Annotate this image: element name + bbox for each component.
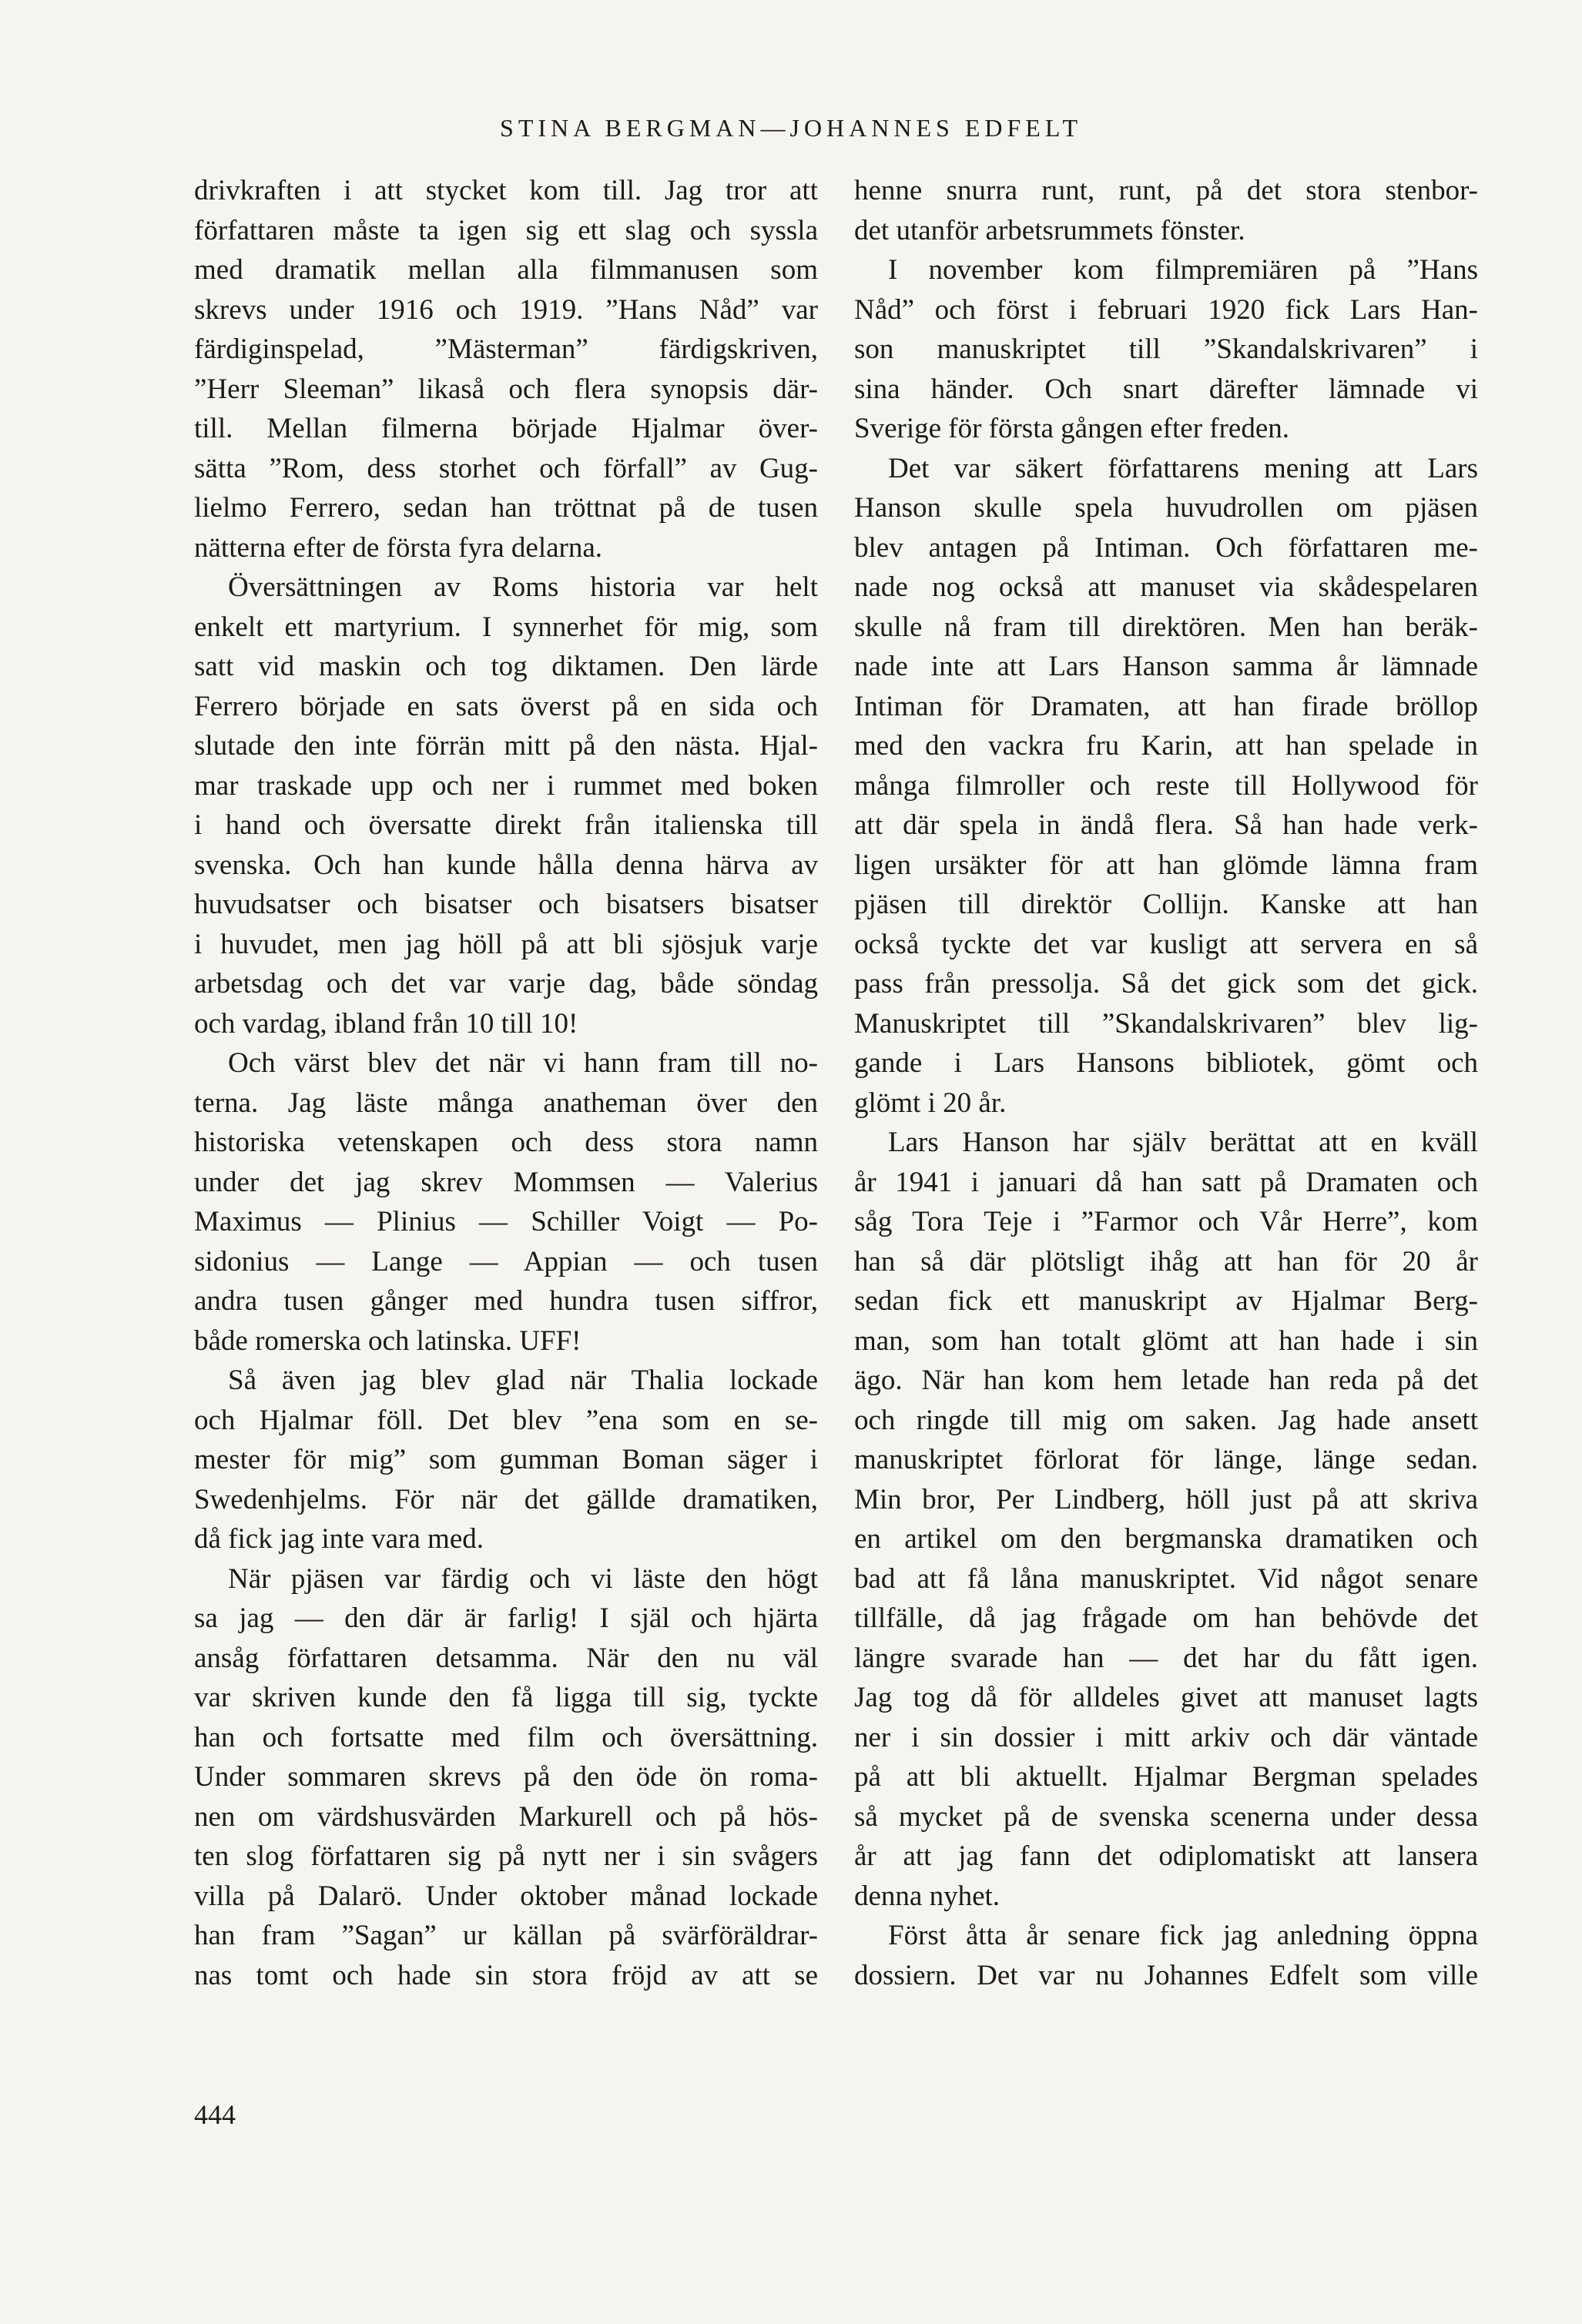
- text-line: nas tomt och hade sin stora fröjd av att se: [194, 1959, 818, 1991]
- text-line: nen om värdshusvärden Markurell och på hös-: [194, 1800, 818, 1833]
- text-line: bad att få låna manuskriptet. Vid något senare: [854, 1562, 1478, 1595]
- text-line: och Hjalmar föll. Det blev ”ena som en se-: [194, 1404, 818, 1436]
- text-line: nätterna efter de första fyra delarna.: [194, 531, 603, 564]
- text-line: han och fortsatte med film och översättning.: [194, 1721, 818, 1753]
- text-line: Hanson skulle spela huvudrollen om pjäsen: [854, 492, 1478, 524]
- text-line: sa jag — den där är farlig! I själ och hjärta: [194, 1602, 818, 1634]
- text-line: terna. Jag läste många anatheman över den: [194, 1087, 818, 1119]
- text-line: längre svarade han — det har du fått igen.: [854, 1642, 1478, 1674]
- text-line: han så där plötsligt ihåg att han för 20 år: [854, 1245, 1478, 1278]
- text-line: Swedenhjelms. För när det gällde dramatiken,: [194, 1483, 818, 1515]
- text-line: Så även jag blev glad när Thalia lockade: [228, 1365, 818, 1396]
- text-line: slutade den inte förrän mitt på den nästa. Hjal-: [194, 730, 818, 762]
- text-line: Manuskriptet till ”Skandalskrivaren” blev lig-: [854, 1007, 1478, 1040]
- text-line: Intiman för Dramaten, att han firade bröllop: [854, 690, 1478, 722]
- text-line: sidonius — Lange — Appian — och tusen: [194, 1245, 818, 1278]
- text-line: och ringde till mig om saken. Jag hade ansett: [854, 1404, 1478, 1436]
- text-line: sedan fick ett manuskript av Hjalmar Berg-: [854, 1285, 1478, 1317]
- text-line: Sverige för första gången efter freden.: [854, 413, 1290, 444]
- text-line: mester för mig” som gumman Boman säger i: [194, 1444, 818, 1475]
- text-line: då fick jag inte vara med.: [194, 1523, 484, 1555]
- text-line: manuskriptet förlorat för länge, länge sedan.: [854, 1444, 1478, 1475]
- text-line: och vardag, ibland från 10 till 10!: [194, 1007, 578, 1040]
- text-line: man, som han totalt glömt att han hade i sin: [854, 1324, 1478, 1357]
- right-column: [854, 171, 1478, 1995]
- text-line: han fram ”Sagan” ur källan på svärföräldrar-: [194, 1920, 818, 1951]
- text-line: mar traskade upp och ner i rummet med boken: [194, 769, 818, 802]
- text-line: Lars Hanson har själv berättat att en kväll: [888, 1127, 1478, 1158]
- text-line: Jag tog då för alldeles givet att manuset lagts: [854, 1682, 1478, 1713]
- text-line: andra tusen gånger med hundra tusen siffror,: [194, 1285, 818, 1317]
- text-line: till. Mellan filmerna började Hjalmar över-: [194, 413, 818, 444]
- text-line: pass från pressolja. Så det gick som det gick.: [854, 968, 1478, 1000]
- text-line: henne snurra runt, runt, på det stora stenbor-: [854, 175, 1478, 206]
- text-line: författaren måste ta igen sig ett slag och syssla: [194, 214, 818, 246]
- text-line: både romerska och latinska. UFF!: [194, 1324, 582, 1357]
- text-line: son manuskriptet till ”Skandalskrivaren” i: [854, 333, 1478, 365]
- text-line: var skriven kunde den få ligga till sig, tyckte: [194, 1682, 818, 1713]
- text-line: nade inte att Lars Hanson samma år lämnade: [854, 651, 1478, 682]
- text-line: glömt i 20 år.: [854, 1087, 1007, 1119]
- text-line: det utanför arbetsrummets fönster.: [854, 214, 1245, 246]
- text-line: Ferrero började en sats överst på en sida och: [194, 690, 818, 722]
- text-line: Översättningen av Roms historia var helt: [228, 571, 818, 603]
- text-line: en artikel om den bergmanska dramatiken och: [854, 1523, 1478, 1555]
- text-line: satt vid maskin och tog diktamen. Den lärde: [194, 651, 818, 682]
- text-line: arbetsdag och det var varje dag, både söndag: [194, 968, 818, 1000]
- text-line: dossiern. Det var nu Johannes Edfelt som ville: [854, 1959, 1478, 1991]
- text-line: under det jag skrev Mommsen — Valerius: [194, 1166, 818, 1198]
- text-line: Maximus — Plinius — Schiller Voigt — Po-: [194, 1206, 818, 1237]
- text-line: ”Herr Sleeman” likaså och flera synopsis där-: [194, 373, 818, 405]
- text-line: år att jag fann det odiplomatiskt att lansera: [854, 1840, 1478, 1872]
- text-line: skulle nå fram till direktören. Men han beräk-: [854, 611, 1478, 643]
- text-line: denna nyhet.: [854, 1880, 1000, 1912]
- text-line: skrevs under 1916 och 1919. ”Hans Nåd” var: [194, 293, 818, 326]
- text-line: När pjäsen var färdig och vi läste den högt: [228, 1562, 818, 1595]
- text-line: Min bror, Per Lindberg, höll just på att skriva: [854, 1483, 1478, 1515]
- text-line: med den vackra fru Karin, att han spelade in: [854, 730, 1478, 762]
- text-line: huvudsatser och bisatser och bisatsers bisatser: [194, 889, 818, 920]
- text-line: Och värst blev det när vi hann fram till no-: [228, 1047, 818, 1079]
- text-line: ansåg författaren detsamma. När den nu väl: [194, 1642, 818, 1674]
- page-number: 444: [194, 2099, 236, 2130]
- text-line: svenska. Och han kunde hålla denna härva av: [194, 849, 818, 881]
- text-line: att där spela in ändå flera. Så han hade verk-: [854, 809, 1478, 841]
- text-line: blev antagen på Intiman. Och författaren me-: [854, 531, 1478, 564]
- text-line: så mycket på de svenska scenerna under dessa: [854, 1800, 1478, 1833]
- text-line: historiska vetenskapen och dess stora namn: [194, 1127, 818, 1158]
- text-line: år 1941 i januari då han satt på Dramaten och: [854, 1166, 1478, 1198]
- text-line: sätta ”Rom, dess storhet och förfall” av Gug-: [194, 452, 818, 484]
- text-line: färdiginspelad, ”Mästerman” färdigskriven,: [194, 333, 818, 365]
- text-line: på att bli aktuellt. Hjalmar Bergman spelades: [854, 1761, 1478, 1793]
- text-line: också tyckte det var kusligt att servera en så: [854, 928, 1478, 960]
- text-line: Under sommaren skrevs på den öde ön roma-: [194, 1761, 818, 1793]
- text-line: villa på Dalarö. Under oktober månad lockade: [194, 1880, 818, 1912]
- text-line: pjäsen till direktör Collijn. Kanske att han: [854, 889, 1478, 920]
- text-line: Först åtta år senare fick jag anledning öppna: [888, 1920, 1478, 1951]
- text-line: I november kom filmpremiären på ”Hans: [888, 254, 1478, 286]
- text-line: i hand och översatte direkt från italienska till: [194, 809, 818, 841]
- text-line: i huvudet, men jag höll på att bli sjösjuk varje: [194, 928, 818, 960]
- left-column: [194, 171, 818, 1995]
- text-line: ner i sin dossier i mitt arkiv och där väntade: [854, 1721, 1478, 1753]
- text-line: tillfälle, då jag frågade om han behövde det: [854, 1602, 1478, 1634]
- running-head: STINA BERGMAN—JOHANNES EDFELT: [500, 114, 1082, 142]
- text-line: ägo. När han kom hem letade han reda på det: [854, 1365, 1478, 1396]
- text-line: lielmo Ferrero, sedan han tröttnat på de tusen: [194, 492, 818, 524]
- text-line: med dramatik mellan alla filmmanusen som: [194, 254, 818, 286]
- text-line: drivkraften i att stycket kom till. Jag tror att: [194, 175, 818, 206]
- text-line: Det var säkert författarens mening att Lars: [888, 452, 1478, 484]
- text-line: sina händer. Och snart därefter lämnade vi: [854, 373, 1478, 405]
- text-line: ten slog författaren sig på nytt ner i sin svågers: [194, 1840, 818, 1872]
- text-line: nade nog också att manuset via skådespelaren: [854, 571, 1478, 603]
- text-line: många filmroller och reste till Hollywood för: [854, 769, 1478, 802]
- text-line: gande i Lars Hansons bibliotek, gömt och: [854, 1047, 1478, 1079]
- text-line: såg Tora Teje i ”Farmor och Vår Herre”, kom: [854, 1206, 1478, 1237]
- text-line: enkelt ett martyrium. I synnerhet för mig, som: [194, 611, 818, 643]
- text-line: Nåd” och först i februari 1920 fick Lars Han-: [854, 293, 1478, 326]
- text-line: ligen ursäkter för att han glömde lämna fram: [854, 849, 1478, 881]
